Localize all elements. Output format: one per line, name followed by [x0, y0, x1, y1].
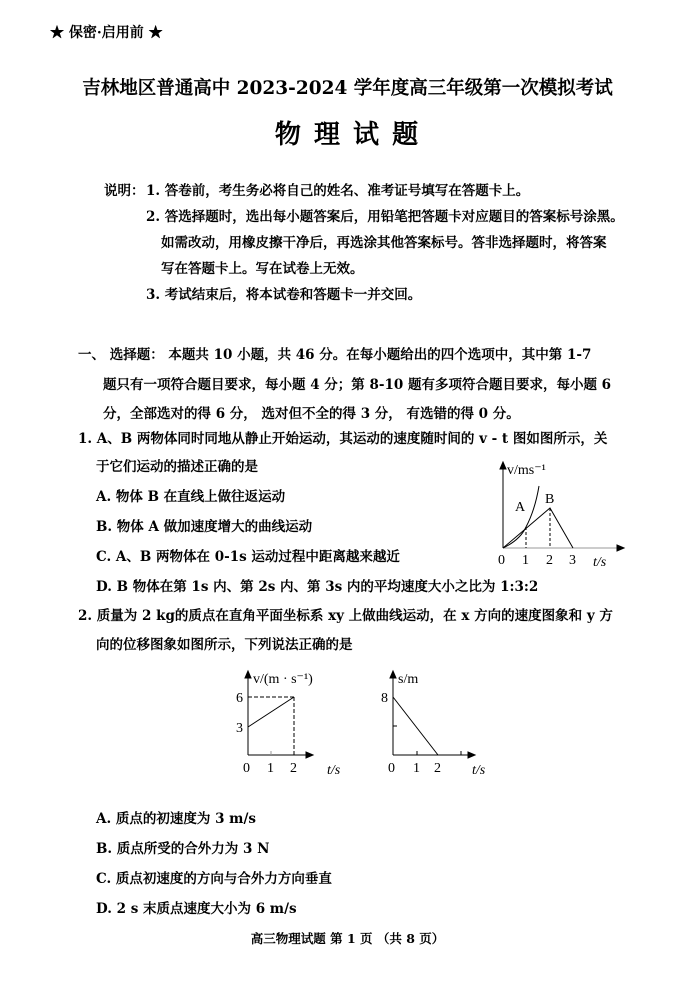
- question-1-option-d: D. B 物体在第 1s 内、第 2s 内、第 3s 内的平均速度大小之比为 1:3:2: [96, 579, 539, 595]
- s-tick-8: 8: [381, 691, 388, 706]
- v-tick-x0: 0: [243, 761, 250, 776]
- v-y-arrow: [245, 671, 251, 678]
- section-text: 题只有一项符合题目要求，每小题 4 分；第 8-10 题有多项符合题目要求，每小题 6: [103, 377, 612, 393]
- page-footer: 高三物理试题 第 1 页 （共 8 页）: [250, 931, 445, 946]
- instructions-label: 说明：: [104, 183, 145, 199]
- exam-title: 吉林地区普通高中 2023-2024 学年度高三年级第一次模拟考试: [82, 78, 613, 99]
- tick-2: 2: [546, 553, 553, 568]
- curve-A: [503, 486, 539, 548]
- section-text: 分，全部选对的得 6 分， 选对但不全的得 3 分， 有选错的得 0 分。: [103, 406, 520, 422]
- question-2-option-b: B. 质点所受的合外力为 3 N: [96, 841, 270, 857]
- question-1-option-a: A. 物体 B 在直线上做往返运动: [96, 489, 286, 505]
- v-tick-3: 3: [236, 721, 243, 736]
- x-arrow: [617, 545, 624, 551]
- question-2-stem: 向的位移图象如图所示，下列说法正确的是: [96, 637, 353, 653]
- tick-0: 0: [498, 553, 505, 568]
- label-a: A: [515, 500, 526, 515]
- confidential-label: ★ 保密·启用前 ★: [50, 25, 163, 41]
- s-x-arrow: [468, 752, 475, 758]
- s-tick-x2: 2: [434, 761, 441, 776]
- question-2-stem: 2. 质量为 2 kg的质点在直角平面坐标系 xy 上做曲线运动，在 x 方向的速度图象和 y 方: [78, 608, 613, 624]
- v-tick-x1: 1: [267, 761, 274, 776]
- v-x-arrow: [306, 752, 313, 758]
- v-tick-x2: 2: [290, 761, 297, 776]
- s-graph-ylabel: s/m: [398, 672, 419, 687]
- v-tick-6: 6: [236, 691, 243, 706]
- question-1-stem: 1. A、B 两物体同时同地从静止开始运动，其运动的速度随时间的 v - t 图如图所示，关: [78, 431, 608, 447]
- instruction-item: 2. 答选择题时，选出每小题答案后，用铅笔把答题卡对应题目的答案标号涂黑。: [146, 209, 624, 225]
- y-arrow: [500, 462, 506, 469]
- section-heading: 一、 选择题： 本题共 10 小题，共 46 分。在每小题给出的四个选项中，其中第 1-7: [78, 347, 592, 363]
- question-2-option-c: C. 质点初速度的方向与合外力方向垂直: [96, 871, 332, 887]
- s-y-arrow: [390, 671, 396, 678]
- instruction-item: 写在答题卡上。写在试卷上无效。: [161, 261, 364, 277]
- question-1-option-c: C. A、B 两物体在 0-1s 运动过程中距离越来越近: [96, 549, 400, 565]
- v-graph-ylabel: v/(m · s⁻¹): [253, 672, 313, 687]
- v-line: [248, 697, 294, 727]
- s-graph-xlabel: t/s: [472, 763, 486, 778]
- tick-1: 1: [522, 553, 529, 568]
- label-b: B: [545, 492, 555, 507]
- v-graph-xlabel: t/s: [327, 763, 341, 778]
- s-tick-x1: 1: [413, 761, 420, 776]
- subject-title: 物 理 试 题: [274, 120, 421, 150]
- question-2-option-a: A. 质点的初速度为 3 m/s: [96, 811, 256, 827]
- question-2-option-d: D. 2 s 末质点速度大小为 6 m/s: [96, 901, 297, 917]
- instruction-item: 如需改动，用橡皮擦干净后，再选涂其他答案标号。答非选择题时，将答案: [161, 235, 607, 251]
- tick-3: 3: [569, 553, 576, 568]
- instruction-item: 1. 答卷前，考生务必将自己的姓名、准考证号填写在答题卡上。: [146, 183, 530, 199]
- y-label: v/ms⁻¹: [507, 463, 546, 478]
- question-1-option-b: B. 物体 A 做加速度增大的曲线运动: [96, 519, 313, 535]
- x-label: t/s: [593, 555, 607, 570]
- instruction-item: 3. 考试结束后，将本试卷和答题卡一并交回。: [146, 287, 422, 303]
- s-line: [393, 697, 438, 755]
- question-1-stem: 于它们运动的描述正确的是: [96, 459, 258, 475]
- s-tick-x0: 0: [388, 761, 395, 776]
